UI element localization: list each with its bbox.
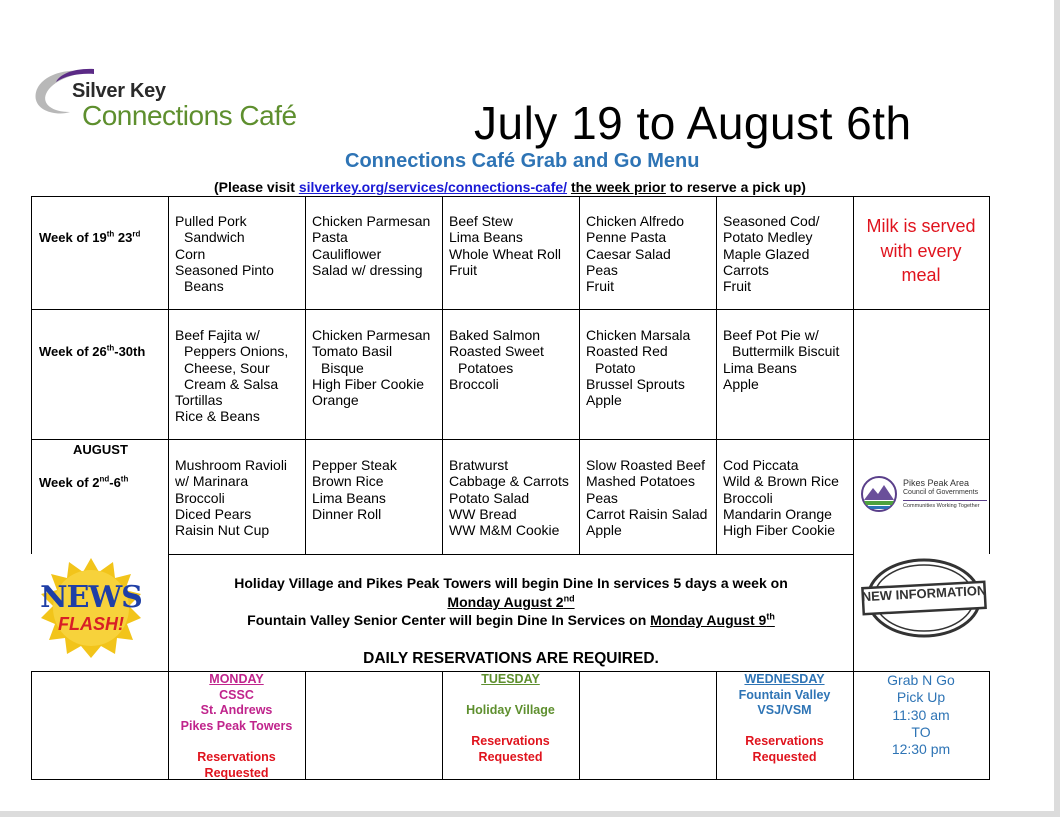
menu-item: Broccoli	[449, 375, 499, 392]
menu-item: Bisque	[321, 359, 364, 376]
menu-item: Wild & Brown Rice	[723, 473, 839, 490]
menu-item: Potato	[595, 359, 636, 376]
menu-table	[31, 196, 990, 780]
menu-cell	[449, 327, 544, 392]
table-border-top	[31, 196, 990, 197]
row-divider	[31, 439, 990, 440]
menu-item: Fruit	[723, 278, 751, 295]
menu-item: Cream & Salsa	[184, 375, 279, 392]
menu-cell	[586, 327, 690, 408]
menu-item: w/ Marinara	[175, 473, 249, 490]
week-label: Week of 19th 23rd	[39, 229, 141, 245]
window-edge-right	[1054, 0, 1060, 817]
column-divider	[305, 196, 306, 554]
menu-item: Roasted Red	[586, 343, 668, 360]
menu-item: Roasted Sweet	[449, 343, 544, 360]
menu-item: Baked Salmon	[449, 327, 541, 343]
menu-item: Lima Beans	[723, 359, 797, 376]
menu-item: Fruit	[586, 278, 614, 295]
menu-item: Broccoli	[175, 489, 225, 506]
menu-item: Buttermilk Biscuit	[732, 343, 840, 360]
silver-key-logo	[30, 66, 320, 136]
menu-cell	[175, 213, 274, 294]
column-divider	[579, 671, 580, 780]
menu-item: Peas	[586, 489, 618, 506]
visit-suffix: to reserve a pick up)	[669, 179, 806, 195]
grab-n-go-pickup: Grab N Go Pick Up 11:30 am TO 12:30 pm	[887, 672, 955, 758]
logo-text-silver-key: Silver Key	[72, 80, 166, 102]
wednesday-reservations: WEDNESDAY Fountain Valley VSJ/VSM Reservations Requested	[738, 672, 831, 764]
menu-item: Corn	[175, 245, 206, 262]
menu-cell	[586, 457, 707, 538]
menu-item: Pepper Steak	[312, 457, 397, 473]
logo-text-connections-cafe: Connections Café	[82, 100, 297, 131]
menu-item: Fruit	[449, 261, 477, 278]
menu-cell	[175, 457, 287, 538]
menu-item: Mandarin Orange	[723, 505, 832, 522]
menu-item: Caesar Salad	[586, 245, 671, 262]
milk-note: Milk is served with every meal	[866, 216, 976, 285]
menu-item: High Fiber Cookie	[723, 522, 836, 539]
menu-item: WW M&M Cookie	[449, 522, 560, 539]
menu-item: Peppers Onions,	[184, 343, 289, 360]
news-flash-badge: NEWS FLASH!	[39, 556, 143, 660]
menu-cell	[175, 327, 288, 425]
menu-item: Lima Beans	[449, 229, 523, 246]
menu-item: Cod Piccata	[723, 457, 799, 473]
month-label: AUGUST	[73, 442, 128, 457]
menu-cell	[449, 213, 561, 278]
pikes-peak-logo: Pikes Peak Area Council of Governments Communities Working Together	[859, 474, 989, 516]
menu-item: Rice & Beans	[175, 408, 260, 425]
visit-week-prior: the week prior	[570, 179, 666, 195]
table-border-left	[31, 671, 32, 780]
menu-item: Beef Stew	[449, 213, 513, 229]
menu-item: Chicken Marsala	[586, 327, 691, 343]
menu-cell	[312, 327, 430, 408]
menu-cell	[723, 213, 820, 294]
tuesday-reservations: TUESDAY Holiday Village Reservations Requested	[466, 672, 555, 764]
menu-item: Chicken Parmesan	[312, 213, 431, 229]
menu-cell	[723, 327, 839, 392]
menu-item: Seasoned Cod/	[723, 213, 820, 229]
menu-item: Brussel Sprouts	[586, 375, 685, 392]
menu-cell	[312, 213, 430, 278]
table-border-right	[989, 196, 990, 554]
menu-item: Cheese, Sour	[184, 359, 270, 376]
banner-line-2: Monday August 2nd	[447, 593, 575, 610]
menu-item: Beef Pot Pie w/	[723, 327, 819, 343]
menu-item: Beans	[184, 278, 224, 295]
menu-item: Seasoned Pinto	[175, 261, 274, 278]
menu-item: Broccoli	[723, 489, 773, 506]
menu-item: Apple	[723, 375, 759, 392]
menu-item: Carrots	[723, 261, 769, 278]
menu-item: Penne Pasta	[586, 229, 667, 246]
menu-item: Bratwurst	[449, 457, 509, 473]
column-divider	[579, 196, 580, 554]
menu-item: Pulled Pork	[175, 213, 247, 229]
menu-item: Cabbage & Carrots	[449, 473, 569, 490]
menu-item: Cauliflower	[312, 245, 382, 262]
banner-line-3: Fountain Valley Senior Center will begin Dine In Services on Monday August 9th	[247, 611, 775, 628]
menu-item: Tomato Basil	[312, 343, 393, 360]
menu-subtitle: Connections Café Grab and Go Menu	[345, 150, 700, 172]
menu-item: Salad w/ dressing	[312, 261, 423, 278]
column-divider	[716, 196, 717, 554]
menu-item: Whole Wheat Roll	[449, 245, 562, 262]
reservations-required: DAILY RESERVATIONS ARE REQUIRED.	[363, 650, 659, 667]
menu-item: Raisin Nut Cup	[175, 522, 270, 539]
menu-item: Chicken Alfredo	[586, 213, 685, 229]
menu-item: Potato Medley	[723, 229, 813, 246]
new-information-stamp: NEW INFORMATION	[859, 556, 989, 640]
menu-cell	[312, 457, 397, 522]
menu-item: Potato Salad	[449, 489, 530, 506]
visit-prefix: (Please visit	[214, 179, 295, 195]
menu-item: Lima Beans	[312, 489, 386, 506]
menu-item: Apple	[586, 392, 622, 409]
menu-cell	[586, 213, 684, 294]
menu-item: Sandwich	[184, 229, 245, 246]
window-edge-bottom	[0, 811, 1060, 817]
monday-reservations: MONDAY CSSC St. Andrews Pikes Peak Towers Reservations Requested	[180, 672, 293, 780]
menu-item: Mushroom Ravioli	[175, 457, 288, 473]
menu-item: Dinner Roll	[312, 505, 382, 522]
menu-item: Slow Roasted Beef	[586, 457, 706, 473]
menu-cell	[723, 457, 839, 538]
menu-cell	[449, 457, 569, 538]
row-divider	[168, 554, 853, 555]
week-label: Week of 26th-30th	[39, 343, 146, 359]
website-link[interactable]: silverkey.org/services/connections-cafe/	[298, 179, 568, 195]
menu-item: Diced Pears	[175, 505, 252, 522]
menu-item: Pasta	[312, 229, 348, 246]
table-border-right	[989, 671, 990, 780]
mountain-icon	[859, 474, 899, 514]
menu-item: Orange	[312, 392, 359, 409]
week-label: Week of 2nd-6th	[39, 474, 129, 490]
menu-item: WW Bread	[449, 505, 517, 522]
page-title: July 19 to August 6th	[474, 97, 912, 149]
visit-instructions	[214, 179, 806, 195]
menu-item: Chicken Parmesan	[312, 327, 431, 343]
menu-item: Beef Fajita w/	[175, 327, 260, 343]
menu-item: High Fiber Cookie	[312, 375, 425, 392]
banner-line-1: Holiday Village and Pikes Peak Towers will begin Dine In services 5 days a week on	[234, 575, 788, 591]
menu-item: Brown Rice	[312, 473, 384, 490]
menu-item: Carrot Raisin Salad	[586, 505, 708, 522]
menu-item: Potatoes	[458, 359, 514, 376]
menu-item: Apple	[586, 522, 622, 539]
column-divider	[305, 671, 306, 780]
menu-item: Peas	[586, 261, 618, 278]
menu-item: Maple Glazed	[723, 245, 810, 262]
row-divider	[31, 309, 990, 310]
menu-item: Tortillas	[175, 392, 223, 409]
menu-item: Mashed Potatoes	[586, 473, 695, 490]
table-border-left	[31, 196, 32, 554]
column-divider	[442, 196, 443, 554]
